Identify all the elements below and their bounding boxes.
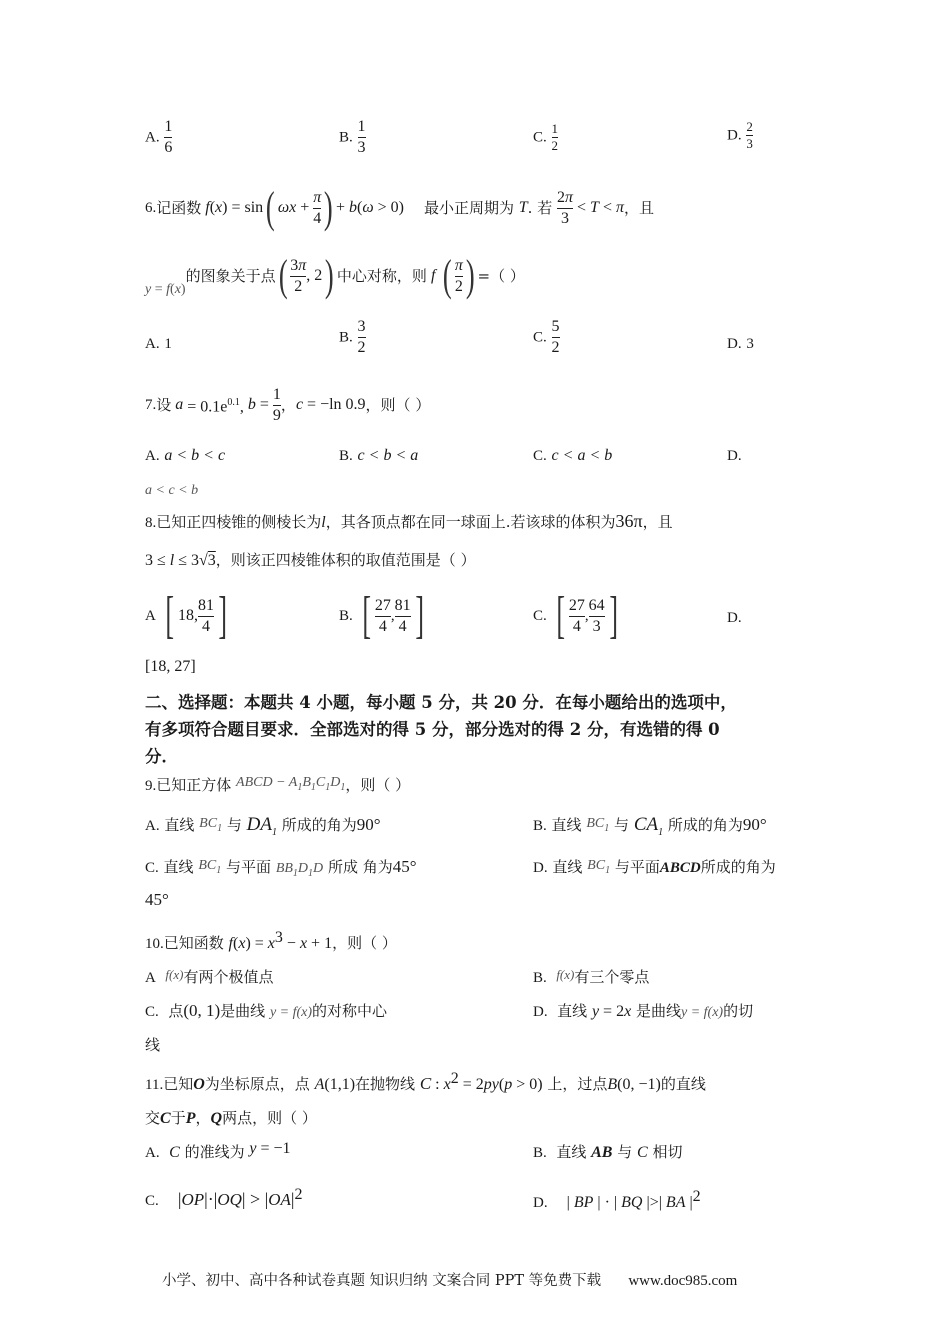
fraction: $\frac{81}{4}$ (197, 596, 214, 635)
q9-option-b: B. 直线 $BC_1$ 与 $CA_1$ 所成的角为90° (533, 814, 767, 838)
function-expr: f (201, 199, 210, 216)
q7-option-d-expr: a < c < b (145, 483, 199, 498)
q10-option-d: D. 直线 y = 2x 是曲线y = f(x)的切 (533, 1002, 754, 1020)
q7-option-d: D. (727, 448, 742, 464)
fraction: $\frac{\pi}{4}$ (313, 188, 322, 227)
q9-option-d-angle: 45° (145, 890, 169, 909)
question-6-line1: 6. 记函数 f ( x ) = sin ( ωx + $\frac{\pi}{4}$ ) + b ( ω > 0) 最小正周期为 T . 若 $\frac{2\pi}{3}$ < T < π ，且 (145, 183, 655, 232)
q7-option-b: B. c < b < a (339, 447, 419, 464)
footer (162, 1269, 737, 1290)
fraction: $\frac{27}{4}$ (568, 596, 585, 635)
question-11-line1: 11.已知O为坐标原点，点 A(1,1)在抛物线 C : $x^2 = 2py(p > 0)$ 上，过点B(0, −1)的直线 (145, 1070, 706, 1093)
fraction: $\frac{\pi}{2}$ (454, 256, 463, 295)
question-8-line1: 8.已知正四棱锥的侧棱长为l，其各顶点都在同一球面上.若该球的体积为36π，且 (145, 511, 673, 531)
question-10: 10.已知函数 $f(x) = x^3 - x + 1$，则（ ） (145, 929, 397, 952)
q11-option-c: C. $|OP|\cdot|OQ| > |OA|^2$ (145, 1186, 303, 1209)
q8-option-c: C. [ $\frac{27}{4}$ , $\frac{64}{3}$ ] (533, 587, 618, 644)
fraction: $\frac{1}{3}$ (357, 118, 366, 156)
q6-option-c: C. $\frac{5}{2}$ (533, 318, 560, 356)
fraction: $\frac{3}{2}$ (357, 318, 366, 356)
fraction: $\frac{27}{4}$ (374, 596, 391, 635)
question-11-line2: 交C于P，Q两点，则（ ） (145, 1109, 317, 1127)
question-8-line2: 3 ≤ l ≤ 3√3，则该正四棱锥体积的取值范围是（ ） (145, 551, 476, 569)
q11-option-b: B. 直线 AB 与 C 相切 (533, 1143, 683, 1161)
section-2-heading: 二、选择题：本题共 4 小题，每小题 5 分，共 20 分．在每小题给出的选项中， 有多项符合题目要求．全部选对的得 5 分，部分选对的得 2 分，有选错的得 0 分． (145, 693, 737, 766)
fraction: $\frac{81}{4}$ (394, 596, 411, 635)
q8-option-d: D. (727, 610, 742, 626)
q9-option-a: A. 直线 $BC_1$ 与 $DA_1$ 所成的角为90° (145, 814, 381, 838)
fraction: $\frac{1}{2}$ (551, 121, 559, 153)
q8-option-b: B. [ $\frac{27}{4}$ , $\frac{81}{4}$ ] (339, 587, 424, 644)
q5-option-b: B. $\frac{1}{3}$ (339, 118, 366, 156)
q10-option-a: A f(x)有两个极值点 (145, 967, 274, 986)
q9-option-c: C. 直线 $BC_1$ 与平面 $BB_1D_1D$ 所成 角为45° (145, 857, 417, 879)
q8-option-d-expr: [18, 27] (145, 658, 196, 675)
footer-text: 小学、初中、高中各种试卷真题 知识归纳 文案合同 PPT 等免费下载 (162, 1273, 602, 1289)
fraction: $\frac{2\pi}{3}$ (557, 188, 574, 227)
question-7: 7. 设 a = $0.1e^{0.1}$, b = $\frac{1}{9}$ ， c = −ln 0.9 ，则（ ） (145, 385, 431, 424)
q5-option-c: C. $\frac{1}{2}$ (533, 121, 559, 153)
q10-option-b: B. f(x)有三个零点 (533, 967, 650, 986)
q5-option-d: D. $\frac{2}{3}$ (727, 119, 753, 151)
question-9: 9.已知正方体 ABCD − $A_1B_1C_1D_1$，则（ ） (145, 775, 411, 794)
q7-option-c: C. c < a < b (533, 447, 613, 464)
q7-option-a: A. a < b < c (145, 447, 226, 464)
q6-option-a: A. 1 (145, 336, 172, 352)
q11-option-a: A. C 的准线为 y = −1 (145, 1140, 291, 1161)
q6-option-b: B. $\frac{3}{2}$ (339, 318, 366, 356)
fraction: $\frac{1}{9}$ (272, 385, 281, 424)
q8-option-a: A [ 18, $\frac{81}{4}$ ] (145, 587, 227, 644)
q11-option-d: D. | BP | · | BQ |>| BA $|^2$ (533, 1188, 701, 1211)
q6-option-d: D. 3 (727, 336, 754, 352)
q10-option-d-cont: 线 (145, 1036, 161, 1054)
q9-option-d: D. 直线 $BC_1$ 与平面ABCD所成的角为 (533, 858, 776, 876)
question-6-line2: y = f ( x ) 的图象关于点 ( $\frac{3\pi}{2}$ , 2 ) 中心对称，则 f ( $\frac{\pi}{2}$ ) =（ ） (145, 251, 525, 300)
q10-option-c: C. 点(0, 1)是曲线 y = f(x)的对称中心 (145, 1001, 388, 1020)
q5-option-a: A. $\frac{1}{6}$ (145, 118, 173, 156)
fraction: $\frac{2}{3}$ (746, 119, 753, 151)
fraction: $\frac{5}{2}$ (551, 318, 560, 356)
fraction: $\frac{1}{6}$ (164, 118, 173, 156)
fraction: $\frac{64}{3}$ (588, 596, 605, 635)
footer-link[interactable]: www.doc985.com (628, 1273, 738, 1289)
fraction: $\frac{3\pi}{2}$ (290, 256, 307, 295)
